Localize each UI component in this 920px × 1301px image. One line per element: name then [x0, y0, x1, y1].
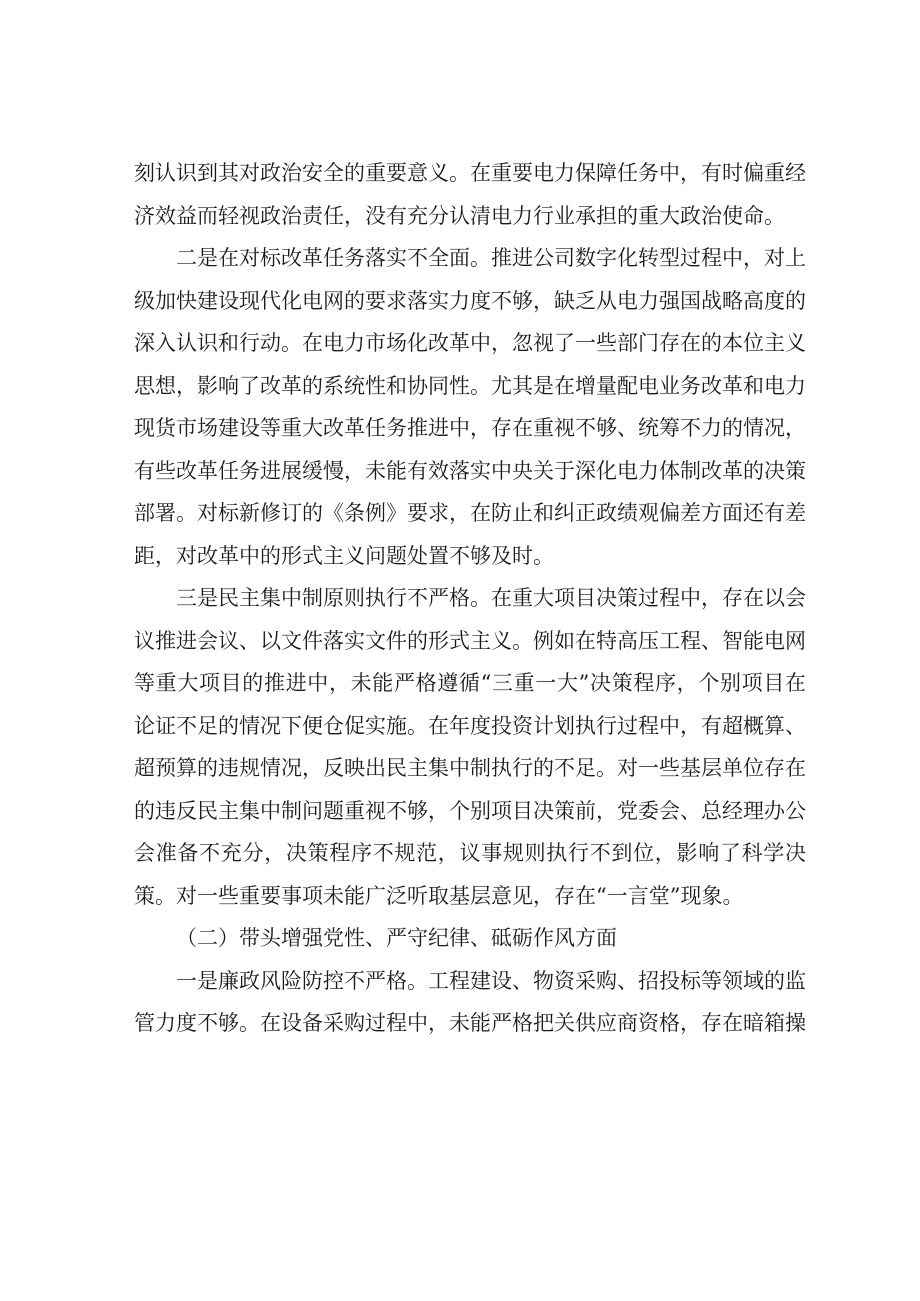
- paragraph-continuation: 刻认识到其对政治安全的重要意义。在重要电力保障任务中，有时偏重经济效益而轻视政治责任，没有充分认清电力行业承担的重大政治使命。: [134, 161, 806, 228]
- section-heading: （二）带头增强党性、严守纪律、砥砺作风方面: [176, 926, 617, 950]
- paragraph-democratic-centralism: 三是民主集中制原则执行不严格。在重大项目决策过程中，存在以会议推进会议、以文件落实文件的形式主义。例如在特高压工程、智能电网等重大项目的推进中，未能严格遵循“三重一大”决策程序，个别项目在论证不足的情况下便仓促实施。在年度投资计划执行过程中，有超概算、超预算的违规情况，反映出民主集中制执行的不足。对一些基层单位存在的违反民主集中制问题重视不够，个别项目决策前，党委会、总经理办公会准备不充分，决策程序不规范，议事规则执行不到位，影响了科学决策。对一些重要事项未能广泛听取基层意见，存在“一言堂”现象。: [134, 586, 806, 908]
- paragraph-integrity-risk: 一是廉政风险防控不严格。工程建设、物资采购、招投标等领域的监管力度不够。在设备采购过程中，未能严格把关供应商资格，存在暗箱操: [134, 968, 806, 1035]
- paragraph-reform-tasks: 二是在对标改革任务落实不全面。推进公司数字化转型过程中，对上级加快建设现代化电网的要求落实力度不够，缺乏从电力强国战略高度的深入认识和行动。在电力市场化改革中，忽视了一些部门存在的本位主义思想，影响了改革的系统性和协同性。尤其是在增量配电业务改革和电力现货市场建设等重大改革任务推进中，存在重视不够、统筹不力的情况，有些改革任务进展缓慢，未能有效落实中央关于深化电力体制改革的决策部署。对标新修订的《条例》要求，在防止和纠正政绩观偏差方面还有差距，对改革中的形式主义问题处置不够及时。: [134, 246, 806, 568]
- document-body: [134, 152, 806, 1045]
